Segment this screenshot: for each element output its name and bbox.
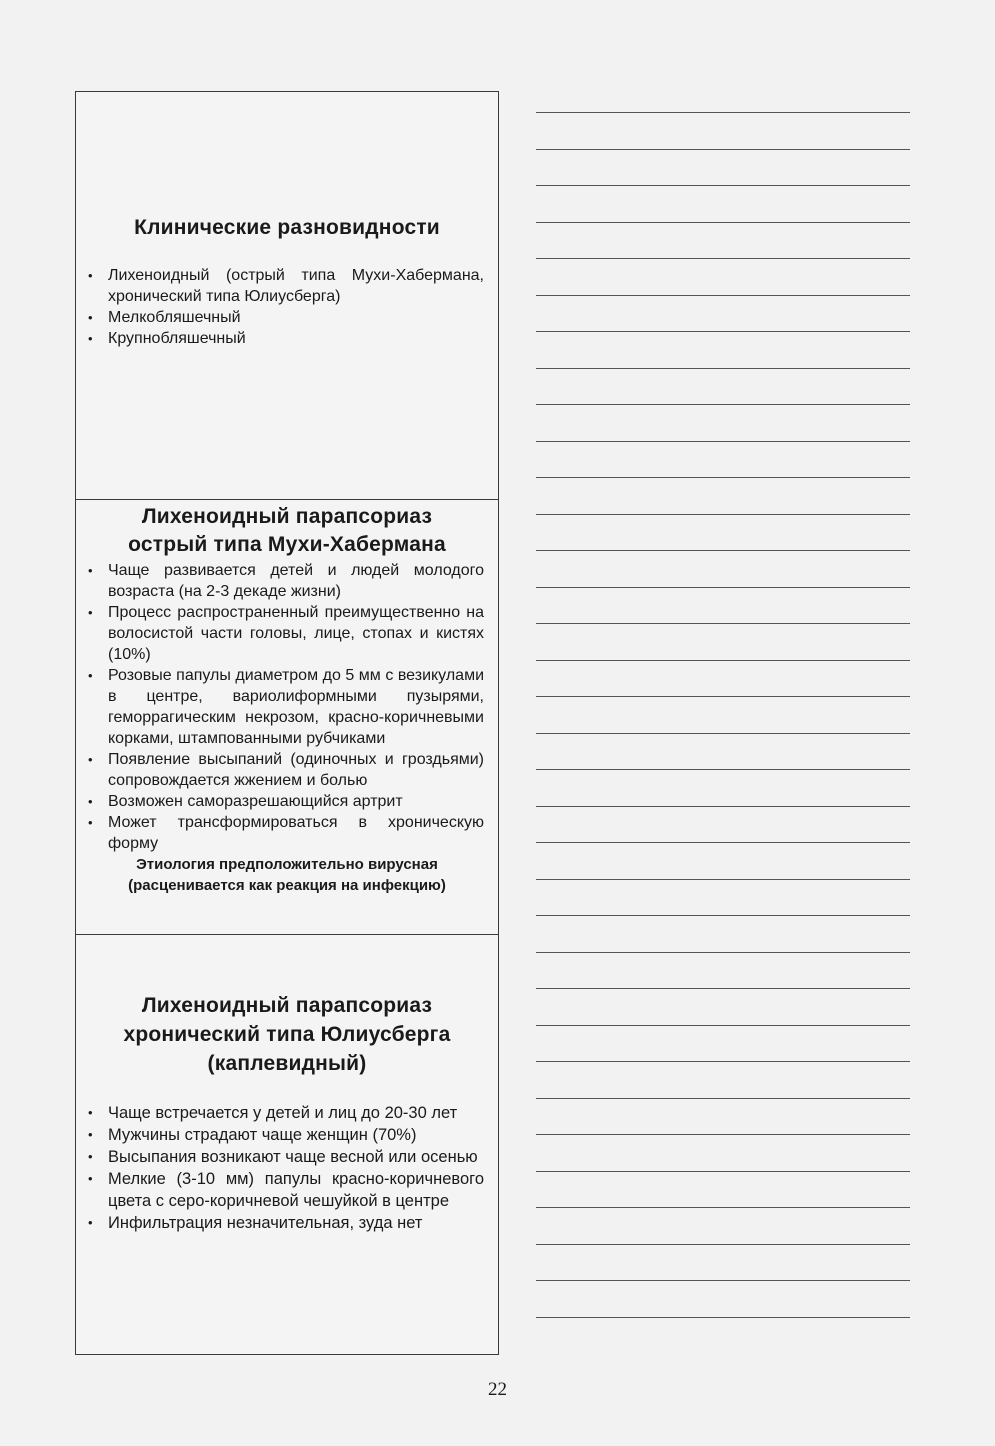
note-lines-area (536, 112, 910, 1353)
slide-title-line: хронический типа Юлиусберга (123, 1023, 451, 1046)
note-rule-line (536, 550, 910, 551)
note-rule-line (536, 1061, 910, 1062)
etiology-note (86, 854, 488, 896)
note-rule-line (536, 988, 910, 989)
note-rule-line (536, 222, 910, 223)
slide-title-line: (каплевидный) (207, 1052, 367, 1075)
list-item: • Возможен саморазрешающийся артрит (86, 791, 484, 812)
note-rule-line (536, 769, 910, 770)
bullet-list (86, 265, 488, 349)
note-rule-line (536, 952, 910, 953)
page-number: 22 (488, 1379, 507, 1400)
note-rule-line (536, 441, 910, 442)
list-item: • Розовые папулы диаметром до 5 мм с везикулами в центре, вариолиформными пузырями, геморрагическим некрозом, красно-коричневыми корками, штампованными рубчиками (86, 665, 484, 749)
note-rule-line (536, 696, 910, 697)
note-rule-line (536, 879, 910, 880)
note-line: (расценивается как реакция на инфекцию) (128, 877, 446, 894)
note-rule-line (536, 258, 910, 259)
note-rule-line (536, 185, 910, 186)
list-item: • Крупнобляшечный (86, 328, 484, 349)
note-rule-line (536, 149, 910, 150)
slide-title (86, 991, 488, 1078)
list-item: • Мелкие (3-10 мм) папулы красно-коричневого цвета с серо-коричневой чешуйкой в центре (86, 1168, 484, 1212)
note-rule-line (536, 1134, 910, 1135)
list-item: • Лихеноидный (острый типа Мухи-Хабермана, хронический типа Юлиусберга) (86, 265, 484, 307)
note-rule-line (536, 915, 910, 916)
slide-title: Клинические разновидности (134, 216, 440, 239)
note-rule-line (536, 1244, 910, 1245)
note-rule-line (536, 1280, 910, 1281)
list-item: • Может трансформироваться в хроническую форму (86, 812, 484, 854)
slides-column (75, 91, 499, 1355)
list-item: • Чаще встречается у детей и лиц до 20-30 лет (86, 1102, 484, 1124)
note-rule-line (536, 514, 910, 515)
note-rule-line (536, 1098, 910, 1099)
slide-clinical-varieties (76, 92, 498, 499)
list-item: • Мелкобляшечный (86, 307, 484, 328)
list-item: • Процесс распространенный преимущественно на волосистой части головы, лице, стопах и кистях (10%) (86, 602, 484, 665)
bullet-list (86, 1102, 488, 1234)
list-item: • Высыпания возникают чаще весной или осенью (86, 1146, 484, 1168)
slide-title-line: острый типа Мухи-Хабермана (128, 533, 446, 556)
note-rule-line (536, 404, 910, 405)
note-rule-line (536, 477, 910, 478)
note-rule-line (536, 1171, 910, 1172)
list-item: • Чаще развивается детей и людей молодого возраста (на 2-3 декаде жизни) (86, 560, 484, 602)
note-rule-line (536, 112, 910, 113)
list-item: • Инфильтрация незначительная, зуда нет (86, 1212, 484, 1234)
bullet-list (86, 560, 488, 854)
note-rule-line (536, 368, 910, 369)
note-rule-line (536, 842, 910, 843)
note-rule-line (536, 733, 910, 734)
note-rule-line (536, 806, 910, 807)
slide-chronic-juliusberg (76, 934, 498, 1356)
slide-title (86, 503, 488, 559)
note-rule-line (536, 1317, 910, 1318)
note-rule-line (536, 1207, 910, 1208)
slide-title-line: Лихеноидный парапсориаз (141, 994, 433, 1017)
note-rule-line (536, 331, 910, 332)
slide-acute-mucha-habermann (76, 499, 498, 934)
list-item: • Мужчины страдают чаще женщин (70%) (86, 1124, 484, 1146)
note-rule-line (536, 623, 910, 624)
list-item: • Появление высыпаний (одиночных и гроздьями) сопровождается жжением и болью (86, 749, 484, 791)
note-rule-line (536, 1025, 910, 1026)
note-rule-line (536, 587, 910, 588)
note-rule-line (536, 295, 910, 296)
slide-title-line: Лихеноидный парапсориаз (141, 505, 433, 528)
note-rule-line (536, 660, 910, 661)
note-line: Этиология предположительно вирусная (136, 856, 438, 873)
